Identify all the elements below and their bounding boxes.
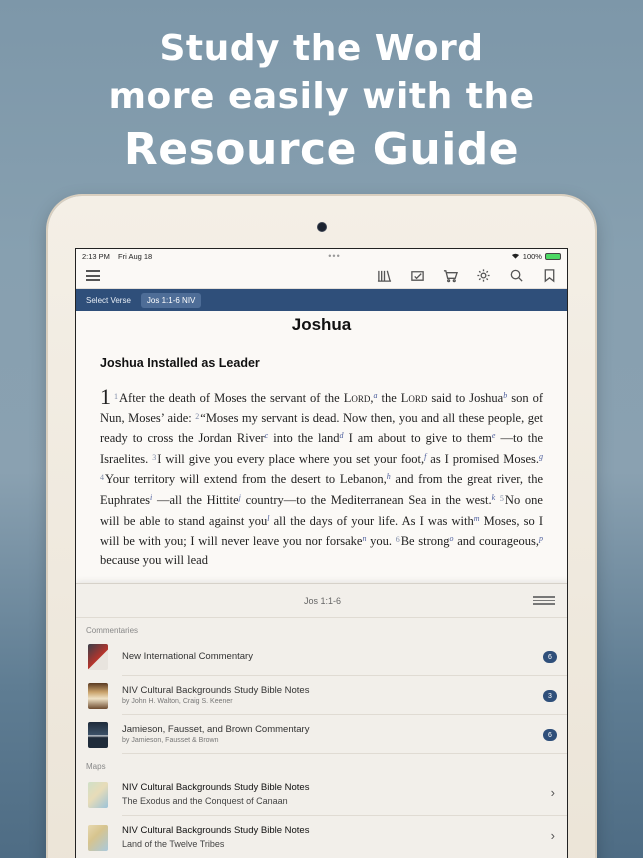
divine-name: Lord	[400, 391, 428, 405]
map-thumbnail	[88, 825, 108, 851]
settings-gear-icon[interactable]	[476, 268, 491, 283]
store-cart-icon[interactable]	[443, 268, 458, 283]
commentary-title: NIV Cultural Backgrounds Study Bible Notes	[122, 685, 310, 696]
map-title: NIV Cultural Backgrounds Study Bible Notes	[122, 825, 310, 836]
verse-number[interactable]: 3	[152, 452, 157, 462]
menu-icon[interactable]	[86, 270, 100, 281]
map-title: NIV Cultural Backgrounds Study Bible Notes	[122, 782, 310, 793]
cross-reference-marker[interactable]: c	[264, 431, 269, 441]
wifi-icon	[511, 252, 520, 261]
cross-reference-marker[interactable]: o	[449, 534, 454, 544]
multitask-dots[interactable]: •••	[328, 251, 341, 261]
battery-icon	[545, 253, 561, 260]
chevron-right-icon: ›	[550, 828, 555, 843]
cross-reference-marker[interactable]: m	[473, 513, 480, 523]
commentary-row[interactable]	[76, 715, 568, 754]
chevron-right-icon: ›	[550, 785, 555, 800]
map-row[interactable]	[76, 773, 568, 816]
headline-line-3: Resource Guide	[123, 124, 520, 175]
count-badge: 6	[543, 651, 557, 663]
count-badge: 6	[543, 729, 557, 741]
cross-reference-marker[interactable]: i	[149, 492, 153, 502]
cross-reference-marker[interactable]: e	[491, 431, 496, 441]
cross-reference-marker[interactable]: h	[386, 472, 391, 482]
cross-reference-marker[interactable]: j	[238, 492, 241, 502]
book-title: Joshua	[291, 315, 352, 334]
verse-number[interactable]: 4	[100, 473, 104, 483]
resource-guide-panel	[76, 583, 568, 858]
commentary-title: New International Commentary	[122, 650, 253, 662]
status-bar	[76, 249, 567, 263]
divine-name: Lord	[343, 391, 371, 405]
status-time: 2:13 PM	[82, 251, 110, 261]
cross-reference-marker[interactable]: f	[424, 451, 427, 461]
verse-bar	[76, 289, 567, 311]
drag-handle-icon[interactable]	[533, 596, 555, 605]
cross-reference-marker[interactable]: p	[539, 534, 544, 544]
map-subtitle: The Exodus and the Conquest of Canaan	[122, 796, 288, 806]
map-thumbnail	[88, 782, 108, 808]
maps-label: Maps	[86, 762, 106, 771]
select-verse-button[interactable]: Select Verse	[86, 295, 131, 305]
cross-reference-marker[interactable]: l	[267, 513, 270, 523]
bookmark-icon[interactable]	[542, 268, 557, 283]
bible-reader	[76, 315, 567, 569]
headline-line-1: Study the Word	[159, 28, 484, 69]
book-cover-thumbnail	[88, 683, 108, 709]
panel-title: Jos 1:1-6	[303, 595, 342, 606]
verse-number[interactable]: 2	[195, 411, 200, 421]
toolbar	[76, 263, 567, 289]
cross-reference-marker[interactable]: n	[362, 534, 367, 544]
ipad-frame	[48, 196, 595, 858]
front-camera	[318, 223, 326, 231]
verse-number[interactable]: 6	[395, 535, 400, 545]
verse-number[interactable]: 1	[114, 392, 118, 401]
book-cover-thumbnail	[88, 722, 108, 748]
passage-reference-button[interactable]: Jos 1:1-6 NIV	[141, 293, 201, 308]
cross-reference-marker[interactable]: d	[339, 431, 344, 441]
cross-reference-marker[interactable]: k	[491, 492, 496, 502]
verse-body[interactable]: $^1$After the death of Moses the servant of the Lord,$^a$ the Lord said to Joshua$^b$ son of Nun, Moses’ aide: $^2$“Moses my servant is dead. Now then, you and all these people, get ready to cross the Jordan River$^c$ into the land$^d$ I am about to give to them$^e$ —to the Israelites. $^3$I will give you every place where you set your foot,$^f$ as I promised Moses.$^g$ $^4$Your territory will extend from the desert to Lebanon,$^h$ and from the great river, the Euphrates$^i$ —all the Hittite$^j$ country—to the Mediterranean Sea in the west.$^k$ $^5$No one will be able to stand against you$^l$ all the days of your life. As I was with$^m$ Moses, so I will be with you; I will never leave you nor forsake$^n$ you. $^6$Be strong$^o$ and courageous,$^p$ because you will lead	[100, 391, 544, 567]
commentary-author: by John H. Walton, Craig S. Keener	[122, 698, 233, 705]
cross-reference-marker[interactable]: b	[503, 391, 508, 400]
commentary-title: Jamieson, Fausset, and Brown Commentary	[122, 724, 310, 735]
book-cover-thumbnail	[88, 644, 108, 670]
chapter-number: 1	[100, 384, 111, 409]
map-row[interactable]	[76, 816, 568, 858]
section-heading: Joshua Installed as Leader	[100, 356, 260, 370]
map-subtitle: Land of the Twelve Tribes	[122, 839, 225, 849]
headline-line-2: more easily with the	[108, 76, 535, 117]
panel-header	[76, 584, 568, 618]
cross-reference-marker[interactable]: a	[373, 391, 378, 400]
app-screen	[75, 248, 568, 858]
commentary-row[interactable]	[76, 676, 568, 715]
bible-text[interactable]	[100, 384, 544, 569]
verse-number[interactable]: 5	[499, 493, 504, 503]
count-badge: 3	[543, 690, 557, 702]
library-icon[interactable]	[377, 268, 392, 283]
battery-percent: 100%	[522, 251, 542, 261]
status-date: Fri Aug 18	[118, 251, 153, 261]
commentary-author: by Jamieson, Fausset & Brown	[122, 737, 219, 744]
reading-plan-icon[interactable]	[410, 268, 425, 283]
commentary-row[interactable]	[76, 637, 568, 676]
commentaries-label: Commentaries	[86, 626, 139, 635]
search-icon[interactable]	[509, 268, 524, 283]
cross-reference-marker[interactable]: g	[538, 451, 543, 461]
